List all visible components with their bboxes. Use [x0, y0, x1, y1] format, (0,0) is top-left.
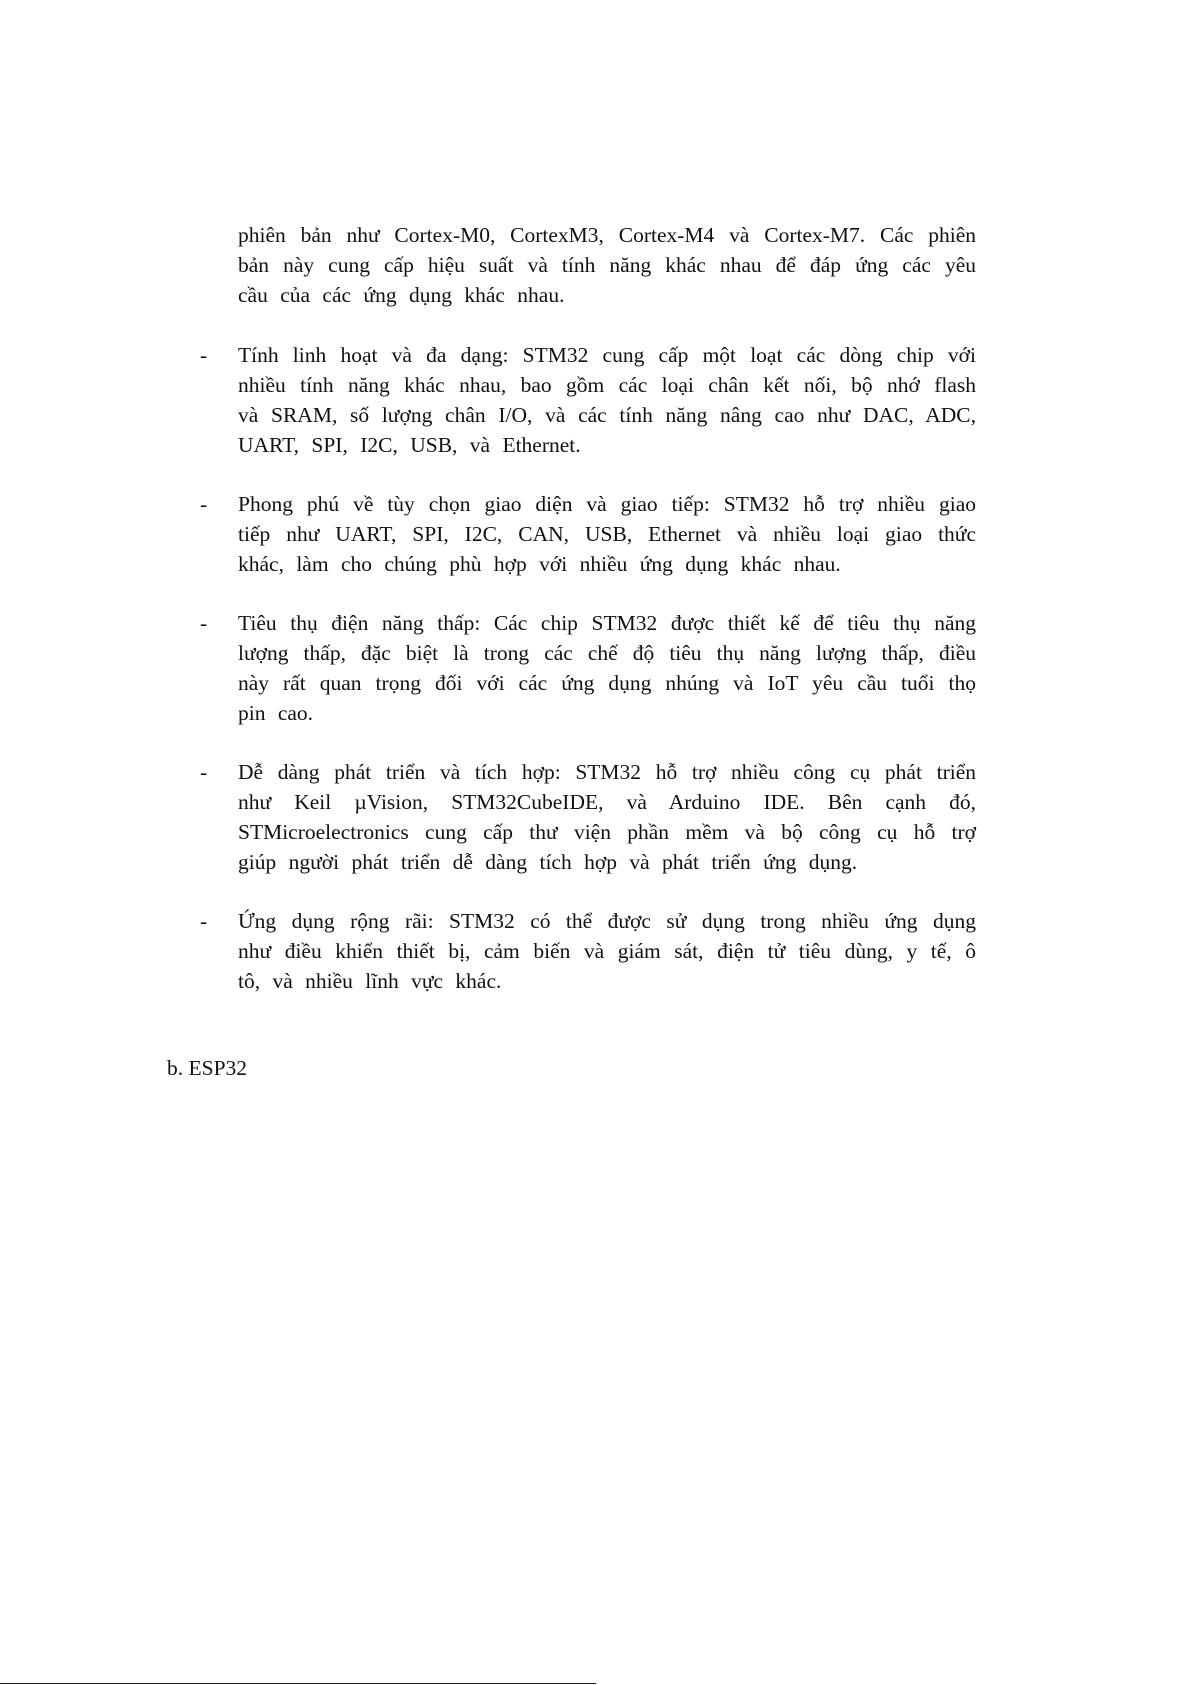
footnote-separator	[0, 1683, 596, 1684]
bullet-text: Dễ dàng phát triển và tích hợp: STM32 hỗ trợ nhiều công cụ phát triển như Keil µVision, STM32CubeIDE, và Arduino IDE. Bên cạnh đó, STMicroelectronics cung cấp thư viện phần mềm và bộ công cụ hỗ trợ giúp người phát triển dễ dàng tích hợp và phát triển ứng dụng.	[238, 760, 976, 874]
bullet-text: Ứng dụng rộng rãi: STM32 có thể được sử dụng trong nhiều ứng dụng như điều khiển thiết bị, cảm biến và giám sát, điện tử tiêu dùng, y tế, ô tô, và nhiều lĩnh vực khác.	[238, 909, 976, 993]
bullet-dash: -	[200, 343, 208, 367]
section-heading: b. ESP32	[167, 1056, 248, 1080]
list-item	[200, 340, 976, 460]
continuation-paragraph: phiên bản như Cortex-M0, CortexM3, Cortex-M4 và Cortex-M7. Các phiên bản này cung cấp hiệu suất và tính năng khác nhau để đáp ứng các yêu cầu của các ứng dụng khác nhau.	[238, 223, 976, 307]
bullet-dash: -	[200, 760, 208, 784]
bullet-dash: -	[200, 611, 208, 635]
bullet-dash: -	[200, 492, 208, 516]
bullet-dash: -	[200, 909, 208, 933]
list-item	[200, 489, 976, 579]
list-item	[200, 757, 976, 877]
bullet-text: Tính linh hoạt và đa dạng: STM32 cung cấp một loạt các dòng chip với nhiều tính năng khác nhau, bao gồm các loại chân kết nối, bộ nhớ flash và SRAM, số lượng chân I/O, và các tính năng nâng cao như DAC, ADC, UART, SPI, I2C, USB, và Ethernet.	[238, 343, 976, 457]
bullet-text: Phong phú về tùy chọn giao diện và giao tiếp: STM32 hỗ trợ nhiều giao tiếp như UART, SPI, I2C, CAN, USB, Ethernet và nhiều loại giao thức khác, làm cho chúng phù hợp với nhiều ứng dụng khác nhau.	[238, 492, 976, 576]
bullet-text: Tiêu thụ điện năng thấp: Các chip STM32 được thiết kế để tiêu thụ năng lượng thấp, đặc biệt là trong các chế độ tiêu thụ năng lượng thấp, điều này rất quan trọng đối với các ứng dụng nhúng và IoT yêu cầu tuổi thọ pin cao.	[238, 611, 976, 725]
list-item	[200, 608, 976, 728]
feature-bullet-list	[200, 340, 976, 1025]
list-item	[200, 906, 976, 996]
